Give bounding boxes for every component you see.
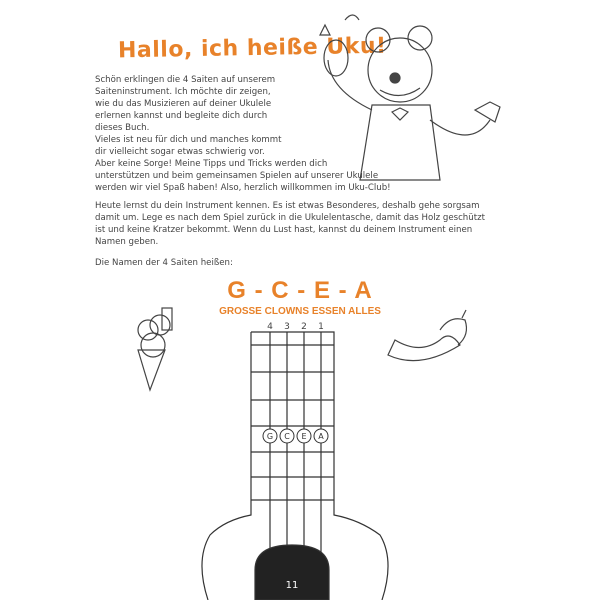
string-name: G: [266, 432, 274, 441]
text-line: wie du das Musizieren auf deiner Ukulele: [95, 99, 272, 109]
text-line: Schön erklingen die 4 Saiten auf unserem: [95, 75, 276, 85]
string-name: E: [301, 432, 307, 441]
text-line: Heute lernst du dein Instrument kennen. Es ist etwas Besonderes, deshalb gehe sorgsam: [95, 201, 480, 211]
text-line: Aber keine Sorge! Meine Tipps und Tricks werden dich: [95, 159, 328, 169]
string-number: 4: [267, 322, 273, 332]
text-line: Saiteninstrument. Ich möchte dir zeigen,: [95, 87, 271, 97]
string-name-markers: [263, 429, 328, 443]
clown-illustration: [320, 15, 500, 180]
banana-illustration: [388, 310, 466, 361]
text-line: erlernen kannst und begleite dich durch: [95, 111, 268, 121]
string-name: C: [284, 432, 290, 441]
strings-intro: Die Namen der 4 Saiten heißen:: [95, 258, 233, 268]
text-line: ist und keine Kratzer bekommt. Wenn du Lust hast, kannst du deinem Instrument einen: [95, 225, 473, 235]
text-line: damit um. Lege es nach dem Spiel zurück in die Ukulelentasche, damit das Holz geschützt: [95, 213, 485, 223]
ukulele-diagram: [202, 332, 388, 600]
string-number: 2: [301, 322, 307, 332]
string-number: 3: [284, 322, 290, 332]
page-number: 11: [285, 580, 299, 591]
strings-heading: G - C - E - A: [227, 277, 373, 304]
string-number-labels: [267, 322, 324, 332]
string-number: 1: [318, 322, 324, 332]
text-line: dir vielleicht sogar etwas schwierig vor.: [95, 147, 265, 157]
text-line: dieses Buch.: [95, 123, 150, 133]
page-title: Hallo, ich heiße Uku!: [117, 33, 387, 64]
ice-cream-illustration: [138, 308, 172, 390]
text-line: Namen geben.: [95, 237, 159, 247]
string-name: A: [318, 432, 324, 441]
text-line: werden wir viel Spaß haben! Also, herzlich willkommen im Uku-Club!: [95, 183, 391, 193]
text-line: unterstützen und beim gemeinsamen Spielen auf unserer Ukulele: [95, 171, 379, 181]
text-line: Vieles ist neu für dich und manches kommt: [95, 135, 282, 145]
mnemonic: GROSSE CLOWNS ESSEN ALLES: [219, 306, 381, 317]
